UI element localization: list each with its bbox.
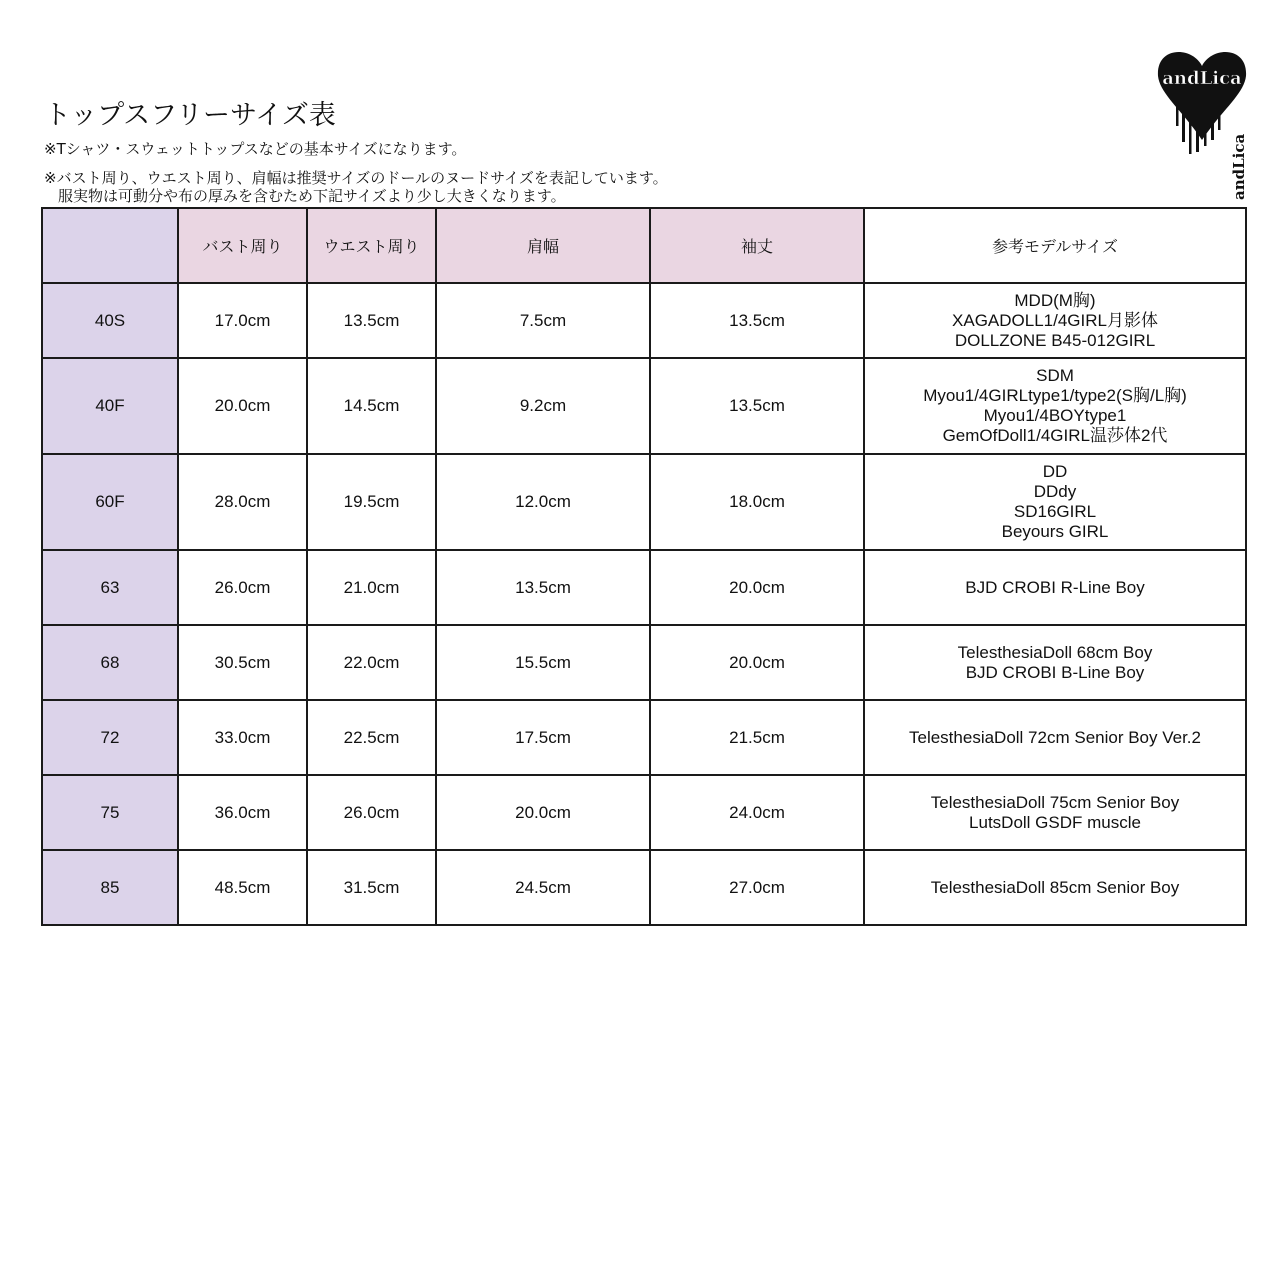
header-waist: ウエスト周り (307, 208, 436, 283)
size-cell: 72 (42, 700, 178, 775)
model-name: SD16GIRL (1013, 502, 1097, 521)
header-reference-model: 参考モデルサイズ (864, 208, 1246, 283)
model-name: BJD CROBI B-Line Boy (965, 662, 1145, 682)
model-name: LutsDoll GSDF muscle (969, 812, 1141, 832)
table-row (42, 358, 1246, 454)
waist-cell: 21.0cm (307, 550, 436, 625)
model-name: TelesthesiaDoll 85cm Senior Boy (930, 877, 1180, 897)
model-name: MDD(M胸) (1014, 290, 1096, 310)
table-row (42, 775, 1246, 850)
model-cell (864, 550, 1246, 625)
bust-cell: 30.5cm (178, 625, 307, 700)
bust-cell: 36.0cm (178, 775, 307, 850)
model-cell (864, 775, 1246, 850)
model-name: TelesthesiaDoll 72cm Senior Boy Ver.2 (909, 727, 1201, 747)
waist-cell: 14.5cm (307, 358, 436, 454)
bust-cell: 33.0cm (178, 700, 307, 775)
shoulder-cell: 13.5cm (436, 550, 650, 625)
waist-cell: 19.5cm (307, 454, 436, 550)
model-name: DD (1042, 462, 1068, 481)
model-name: Myou1/4BOYtype1 (983, 406, 1127, 425)
model-name: XAGADOLL1/4GIRL月影体 (952, 310, 1158, 330)
model-cell (864, 454, 1246, 550)
header-bust: バスト周り (178, 208, 307, 283)
sleeve-cell: 18.0cm (650, 454, 864, 550)
waist-cell: 26.0cm (307, 775, 436, 850)
shoulder-cell: 17.5cm (436, 700, 650, 775)
size-cell: 75 (42, 775, 178, 850)
header-shoulder: 肩幅 (436, 208, 650, 283)
model-name: TelesthesiaDoll 68cm Boy (957, 642, 1153, 662)
bust-cell: 17.0cm (178, 283, 307, 358)
table-row (42, 850, 1246, 925)
size-cell: 60F (42, 454, 178, 550)
model-name: Myou1/4GIRLtype1/type2(S胸/L胸) (923, 386, 1187, 405)
table-header-row (42, 208, 1246, 283)
table-row (42, 625, 1246, 700)
shoulder-cell: 20.0cm (436, 775, 650, 850)
model-name: TelesthesiaDoll 75cm Senior Boy (930, 792, 1180, 812)
size-cell: 85 (42, 850, 178, 925)
waist-cell: 13.5cm (307, 283, 436, 358)
waist-cell: 31.5cm (307, 850, 436, 925)
logo-vertical-wordmark: andLica (1230, 133, 1248, 200)
waist-cell: 22.5cm (307, 700, 436, 775)
model-name: BJD CROBI R-Line Boy (965, 577, 1145, 597)
andlica-logo (1152, 44, 1252, 204)
model-cell (864, 850, 1246, 925)
note-nude-size: ※バスト周り、ウエスト周り、肩幅は推奨サイズのドールのヌードサイズを表記しています。 (44, 169, 668, 187)
size-table (41, 207, 1247, 926)
model-cell (864, 625, 1246, 700)
model-name: GemOfDoll1/4GIRL温莎体2代 (942, 426, 1168, 445)
table-row (42, 283, 1246, 358)
sleeve-cell: 20.0cm (650, 625, 864, 700)
sleeve-cell: 13.5cm (650, 358, 864, 454)
sleeve-cell: 20.0cm (650, 550, 864, 625)
size-cell: 68 (42, 625, 178, 700)
table-row (42, 550, 1246, 625)
bust-cell: 48.5cm (178, 850, 307, 925)
table-row (42, 454, 1246, 550)
model-name: DDdy (1033, 482, 1077, 501)
table-row (42, 700, 1246, 775)
size-cell: 40S (42, 283, 178, 358)
header-size (42, 208, 178, 283)
note-actual-size: 服実物は可動分や布の厚みを含むため下記サイズより少し大きくなります。 (58, 187, 566, 205)
sleeve-cell: 24.0cm (650, 775, 864, 850)
model-cell (864, 283, 1246, 358)
logo-wordmark: andLica (1162, 68, 1242, 89)
size-cell: 40F (42, 358, 178, 454)
model-name: SDM (1036, 366, 1074, 385)
sleeve-cell: 13.5cm (650, 283, 864, 358)
model-cell (864, 700, 1246, 775)
waist-cell: 22.0cm (307, 625, 436, 700)
sleeve-cell: 21.5cm (650, 700, 864, 775)
shoulder-cell: 9.2cm (436, 358, 650, 454)
shoulder-cell: 15.5cm (436, 625, 650, 700)
shoulder-cell: 7.5cm (436, 283, 650, 358)
note-basic-size: ※Tシャツ・スウェットトップスなどの基本サイズになります。 (44, 140, 467, 158)
sleeve-cell: 27.0cm (650, 850, 864, 925)
bust-cell: 26.0cm (178, 550, 307, 625)
header-sleeve: 袖丈 (650, 208, 864, 283)
model-name: DOLLZONE B45-012GIRL (954, 330, 1156, 350)
shoulder-cell: 24.5cm (436, 850, 650, 925)
shoulder-cell: 12.0cm (436, 454, 650, 550)
bust-cell: 20.0cm (178, 358, 307, 454)
bust-cell: 28.0cm (178, 454, 307, 550)
model-cell (864, 358, 1246, 454)
page-title: トップスフリーサイズ表 (44, 100, 336, 131)
size-cell: 63 (42, 550, 178, 625)
model-name: Beyours GIRL (1001, 522, 1109, 541)
